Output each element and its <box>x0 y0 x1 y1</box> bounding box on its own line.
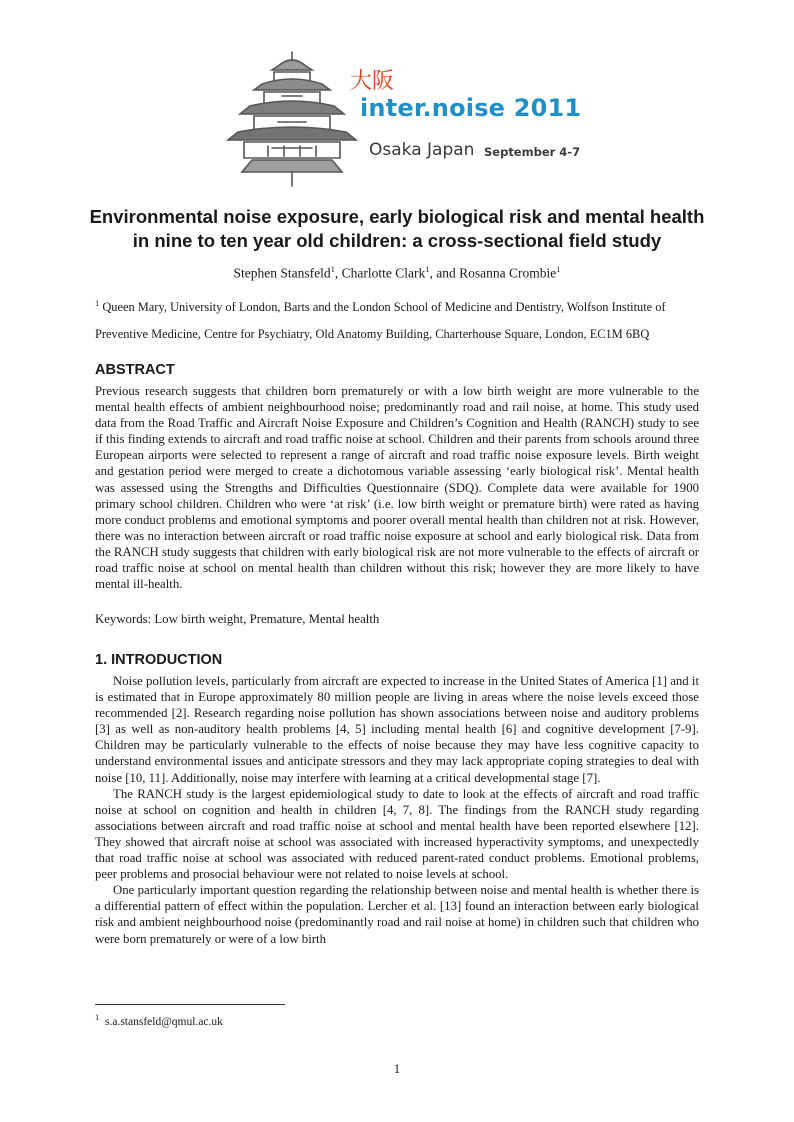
affiliation <box>95 290 705 348</box>
keywords: Keywords: Low birth weight, Premature, Mental health <box>95 612 380 626</box>
author-name: Charlotte Clark <box>341 265 426 281</box>
paper-title: Environmental noise exposure, early biological risk and mental health in nine to ten year old children: a cross-sectional field study <box>89 206 705 251</box>
page-number: 1 <box>393 1062 401 1076</box>
paragraph: Noise pollution levels, particularly from aircraft are expected to increase in the United States of America [1] and it is estimated that in Europe approximately 80 million people are living in areas where the noise levels exceed those recommended [2]. Research regarding noise pollution has shown associations between noise and auditory problems [3] as well as non-auditory health problems [4, 5] including mental health [6] and cognitive development [7-9]. Children may be particularly vulnerable to the effects of noise because they may have less cognitive capacity to understand environmental issues and anticipate stressors and they may lack appropriate coping strategies to deal with noise [10, 11]. Additionally, noise may interfere with learning at a critical developmental stage [7]. <box>95 674 699 785</box>
conference-name: inter.noise 2011 <box>360 94 582 122</box>
author-separator: , <box>334 265 342 281</box>
author-affiliation-mark: 1 <box>330 264 335 274</box>
paragraph: One particularly important question regarding the relationship between noise and mental health is whether there is a differential pattern of effect within the population. Lercher et al. [13] found an interaction between early biological risk and ambient neighbourhood noise (predominantly road and rail noise at home) in children such that children who were born prematurely or were of a low birth <box>95 883 699 946</box>
author-separator: , and <box>429 265 460 281</box>
osaka-castle-icon <box>222 46 362 188</box>
author-affiliation-mark: 1 <box>556 264 561 274</box>
affiliation-mark: 1 <box>95 298 100 308</box>
abstract-body <box>95 383 699 592</box>
introduction-heading: 1. INTRODUCTION <box>95 652 223 668</box>
affiliation-text: Queen Mary, University of London, Barts and the London School of Medicine and Dentistry, Wolfson Institute of Preventive Medicine, Centre for Psychiatry, Old Anatomy Building, Charterhouse Square, London, EC1M 6BQ <box>95 300 666 342</box>
footnote-email[interactable]: s.a.stansfeld@qmul.ac.uk <box>105 1015 223 1028</box>
conference-city: Osaka Japan <box>369 140 475 160</box>
footnote <box>95 1012 223 1028</box>
abstract-text: Previous research suggests that children born prematurely or with a low birth weight are more vulnerable to the mental health effects of ambient neighbourhood noise; predominantly road and rail noise, at home. This study used data from the Road Traffic and Aircraft Noise Exposure and Children’s Cognition and Health (RANCH) study to see if this finding extends to aircraft and road traffic noise at school. Children and their parents from schools around three European airports were selected to represent a range of aircraft and road traffic noise exposure levels. Birth weight and gestation period were merged to create a dichotomous variable assessing ‘early biological risk’. Mental health was assessed using the Strengths and Difficulties Questionnaire (SDQ). Complete data were available for 1900 primary school children. Children who were ‘at risk’ (i.e. low birth weight or premature birth) were rated as having more conduct problems and emotional symptoms and poorer overall mental health than children not at risk. However, there was no interaction between aircraft or road traffic noise exposure at school and early biological risk. Data from the RANCH study suggests that children with early biological risk are not more vulnerable to the effects of aircraft or road traffic noise at school on mental health than children without this risk; however they are more likely to have mental ill-health. <box>95 384 699 592</box>
author-name: Stephen Stansfeld <box>233 265 331 281</box>
osaka-kanji-mark: 大阪 <box>350 69 395 94</box>
paragraph: The RANCH study is the largest epidemiological study to date to look at the effects of aircraft and road traffic noise at school on cognition and health in children [4, 7, 8]. The findings from the RANCH study regarding associations between aircraft and road traffic noise at school and mental health have been reported elsewhere [12]. They showed that aircraft noise at school was associated with increased hyperactivity symptoms, and unexpectedly that road traffic noise at school was associated with reduced parent-rated conduct problems. Emotional problems, peer problems and prosocial behaviour were not related to noise levels at school. <box>95 786 699 882</box>
footnote-divider <box>95 1004 285 1005</box>
abstract-heading: ABSTRACT <box>95 362 175 378</box>
author-name: Rosanna Crombie <box>459 265 557 281</box>
introduction-body <box>95 673 699 947</box>
author-affiliation-mark: 1 <box>425 264 430 274</box>
conference-dates: September 4-7 <box>484 145 581 159</box>
author-list <box>0 264 794 282</box>
footnote-mark: 1 <box>95 1012 100 1022</box>
